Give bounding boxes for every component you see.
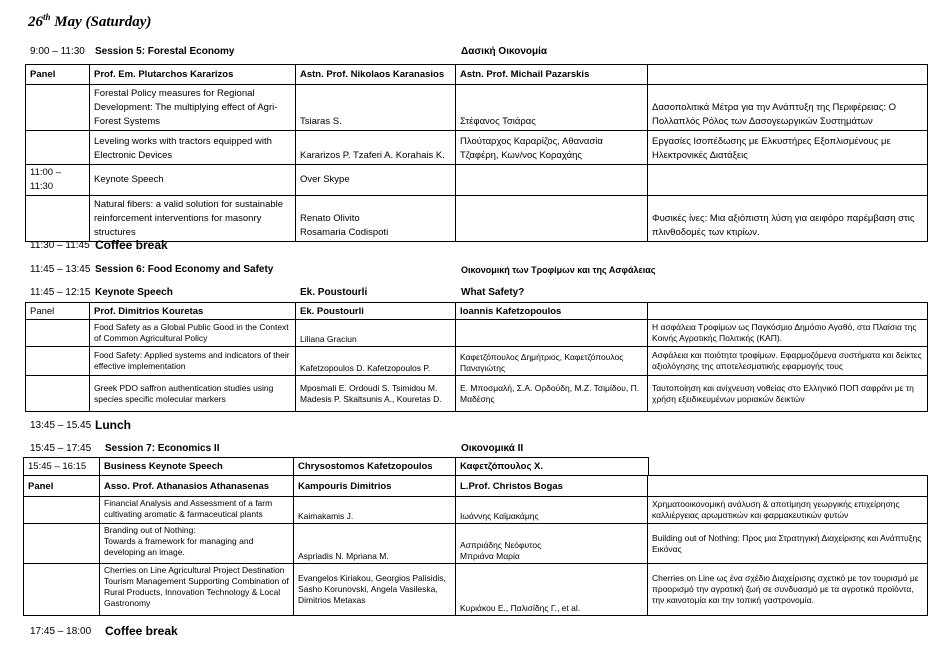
table-row xyxy=(26,85,928,131)
paper-authors-greek xyxy=(456,320,648,347)
time-cell xyxy=(24,564,100,616)
panel-label: Panel xyxy=(26,65,90,85)
session-6-keynote-label: Keynote Speech xyxy=(95,287,173,298)
paper-title-greek: Δασοπολιτικά Μέτρα για την Ανάπτυξη της Περιφέρειας: Ο Πολλαπλός Ρόλος των Δασογεωργικών Συστημάτων xyxy=(648,85,928,131)
paper-title-greek: Ταυτοποίηση και ανίχνευση νοθείας στο Ελληνικό ΠΟΠ σαφράνι με τη χρήση εξειδικευμένων μοριακών δεικτών xyxy=(648,376,928,412)
paper-authors: Mposmali E. Ordoudi S. Tsimidou M. Madesis P. Skaltsunis A., Kouretas D. xyxy=(296,376,456,412)
session-7-table xyxy=(23,475,928,616)
paper-authors-greek: Ιωάννης Καϊμακάμης xyxy=(456,497,648,524)
time-cell xyxy=(26,320,90,347)
session-7-keynote-table xyxy=(23,457,649,476)
paper-authors: Evangelos Kiriakou, Georgios Palisidis, Sasho Korunovski, Angela Vasileska, Dimitrios Metaxas xyxy=(294,564,456,616)
paper-title: Branding out of Nothing: Towards a framework for managing and developing an image. xyxy=(100,524,294,564)
break-1-label: Coffee break xyxy=(95,238,168,252)
table-row xyxy=(24,497,928,524)
paper-title-greek: Building out of Nothing: Προς μια Στρατηγική Διαχείρισης και Ανάπτυξης Εικόνας xyxy=(648,524,928,564)
session-6-table xyxy=(25,302,928,412)
table-row xyxy=(26,320,928,347)
paper-title: Forestal Policy measures for Regional Development: The multiplying effect of Agri-Forest Systems xyxy=(90,85,296,131)
session-7-time: 15:45 – 17:45 xyxy=(30,443,92,454)
paper-authors: Renato Olivito Rosamaria Codispoti xyxy=(296,196,456,242)
time-cell: 11:00 – 11:30 xyxy=(26,165,90,196)
session-5-greek-title: Δασική Οικονομία xyxy=(461,46,548,57)
panel-member: Astn. Prof. Michail Pazarskis xyxy=(456,65,648,85)
paper-title-greek: Cherries on Line ως ένα σχέδιο Διαχείρισης σχετικό με τον τουρισμό με προορισμό την αγροτική ζωή σε συνδυασμό με τα αγροτικά προϊόντα, την καινοτομία και την τοπική γαστρονομία. xyxy=(648,564,928,616)
keynote-note: Over Skype xyxy=(296,165,456,196)
keynote-speaker: Chrysostomos Kafetzopoulos xyxy=(294,458,456,476)
paper-authors-greek xyxy=(456,196,648,242)
panel-member: Ioannis Kafetzopoulos xyxy=(456,303,648,320)
time-cell xyxy=(26,347,90,376)
empty-cell xyxy=(648,476,928,497)
paper-title-greek: Η ασφάλεια Τροφίμων ως Παγκόσμιο Δημόσιο Αγαθό, στα Πλαίσια της Κοινής Αγροτικής Πολιτικής (ΚΑΠ). xyxy=(648,320,928,347)
session-6-greek-title: Οικονομική των Τροφίμων και της Ασφάλειας xyxy=(461,265,656,275)
panel-member: Ek. Poustourli xyxy=(296,303,456,320)
paper-title: Leveling works with tractors equipped with Electronic Devices xyxy=(90,131,296,165)
table-row xyxy=(26,347,928,376)
break-2-label: Coffee break xyxy=(105,624,178,638)
empty-cell xyxy=(648,65,928,85)
time-cell xyxy=(24,497,100,524)
paper-title-greek: Ασφάλεια και ποιότητα τροφίμων. Εφαρμοζόμενα συστήματα και δείκτες αξιολόγησης της αποτελεσματικής εφαρμογής τους xyxy=(648,347,928,376)
table-row xyxy=(26,165,928,196)
panel-member: Kampouris Dimitrios xyxy=(294,476,456,497)
paper-authors-greek: Κυριάκου Ε., Παλισίδης Γ., et al. xyxy=(456,564,648,616)
table-row xyxy=(26,376,928,412)
empty-cell xyxy=(456,165,648,196)
session-7-title: Session 7: Economics II xyxy=(105,443,220,454)
time-cell xyxy=(26,376,90,412)
paper-title: Food Safety as a Global Public Good in the Context of Common Agricultural Policy xyxy=(90,320,296,347)
time-cell xyxy=(26,85,90,131)
session-6-time: 11:45 – 13:45 xyxy=(30,264,91,275)
panel-chair: Prof. Dimitrios Kouretas xyxy=(90,303,296,320)
paper-authors: Kaimakamis J. xyxy=(294,497,456,524)
lunch-time: 13:45 – 15.45 xyxy=(30,420,92,431)
paper-authors-greek: Στέφανος Τσιάρας xyxy=(456,85,648,131)
paper-authors-greek: Ε. Μποσμαλή, Σ.Α. Ορδούδη, Μ.Ζ. Τσιμίδου, Π. Μαδέσης xyxy=(456,376,648,412)
empty-cell xyxy=(648,303,928,320)
paper-authors-greek: Ασπριάδης Νεόφυτος Μπριάνα Μαρία xyxy=(456,524,648,564)
keynote-speaker-greek: Καφετζόπουλος Χ. xyxy=(456,458,649,476)
empty-cell xyxy=(648,165,928,196)
session-6-keynote-time: 11:45 – 12:15 xyxy=(30,287,91,298)
session-7-greek-title: Οικονομικά II xyxy=(461,443,524,454)
keynote-label: Business Keynote Speech xyxy=(100,458,294,476)
paper-authors-greek: Πλούταρχος Καραρίζος, Αθανασία Τζαφέρη, Κων/νος Κοραχάης xyxy=(456,131,648,165)
paper-title-greek: Εργασίες Ισοπέδωσης με Ελκυστήρες Εξοπλισμένους με Ηλεκτρονικές Διατάξεις xyxy=(648,131,928,165)
session-5-title: Session 5: Forestal Economy xyxy=(95,46,235,57)
panel-chair: Asso. Prof. Athanasios Athanasenas xyxy=(100,476,294,497)
keynote-label: Keynote Speech xyxy=(90,165,296,196)
paper-authors: Liliana Graciun xyxy=(296,320,456,347)
table-row xyxy=(24,524,928,564)
session-6-title: Session 6: Food Economy and Safety xyxy=(95,264,274,275)
paper-title: Natural fibers: a valid solution for sustainable reinforcement interventions for masonry structures xyxy=(90,196,296,242)
page-date: 26th May (Saturday) xyxy=(28,12,152,30)
table-row xyxy=(26,196,928,242)
paper-authors: Kafetzopoulos D. Kafetzopoulos P. xyxy=(296,347,456,376)
paper-authors-greek: Καφετζόπουλος Δημήτριος, Καφετζόπουλος Παναγιώτης xyxy=(456,347,648,376)
panel-chair: Prof. Em. Plutarchos Kararizos xyxy=(90,65,296,85)
session-5-time: 9:00 – 11:30 xyxy=(30,46,85,57)
paper-title: Financial Analysis and Assessment of a farm cultivating aromatic & farmaceutical plants xyxy=(100,497,294,524)
paper-title: Food Safety: Applied systems and indicators of their effective implementation xyxy=(90,347,296,376)
session-6-keynote-speaker: Ek. Poustourli xyxy=(300,287,368,298)
session-6-keynote-topic: What Safety? xyxy=(461,287,525,298)
paper-authors: Tsiaras S. xyxy=(296,85,456,131)
paper-title-greek: Φυσικές ίνες: Μια αξιόπιστη λύση για αειφόρο παρέμβαση στις πλινθοδομές των κτιρίων. xyxy=(648,196,928,242)
time-cell xyxy=(24,524,100,564)
table-row xyxy=(26,131,928,165)
panel-member: L.Prof. Christos Bogas xyxy=(456,476,648,497)
session-5-table xyxy=(25,64,928,242)
table-row xyxy=(24,564,928,616)
lunch-label: Lunch xyxy=(95,418,131,432)
panel-label: Panel xyxy=(24,476,100,497)
paper-title: Cherries on Line Agricultural Project Destination Tourism Management Supporting Combination of Rural Products, Innovation Technology & Local Gastronomy xyxy=(100,564,294,616)
break-2-time: 17:45 – 18:00 xyxy=(30,626,92,637)
paper-title-greek: Χρηματοοικονομική ανάλυση & αποτίμηση γεωργικής επιχείρησης καλλιέργειας αρωματικών και φαρμακευτικών φυτών xyxy=(648,497,928,524)
paper-title: Greek PDO saffron authentication studies using species specific molecular markers xyxy=(90,376,296,412)
panel-member: Astn. Prof. Nikolaos Karanasios xyxy=(296,65,456,85)
paper-authors: Aspriadis N. Mpriana M. xyxy=(294,524,456,564)
panel-label: Panel xyxy=(26,303,90,320)
time-cell xyxy=(26,131,90,165)
paper-authors: Kararizos P. Tzaferi A. Korahais K. xyxy=(296,131,456,165)
keynote-time: 15:45 – 16:15 xyxy=(24,458,100,476)
time-cell xyxy=(26,196,90,242)
break-1-time: 11:30 – 11:45 xyxy=(30,240,90,251)
